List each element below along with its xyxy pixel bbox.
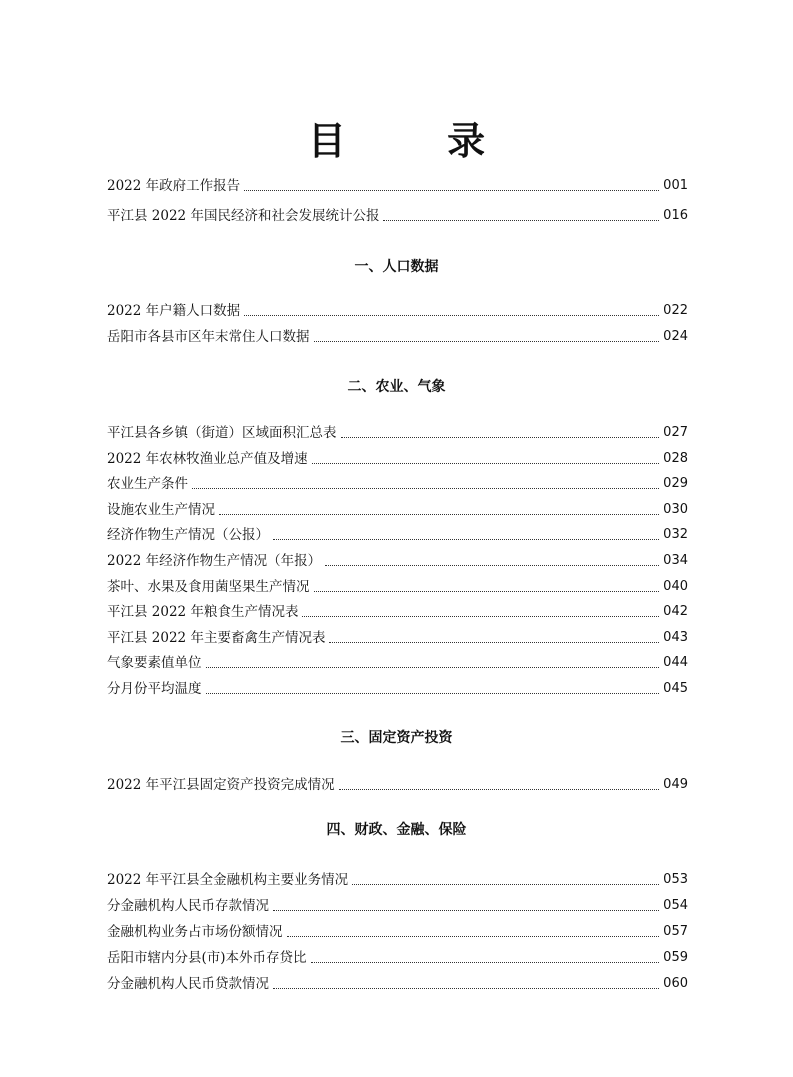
dot-leader (219, 514, 659, 515)
toc-entry[interactable] (107, 499, 688, 521)
toc-entry[interactable] (107, 652, 688, 674)
toc-entry-label: 平江县各乡镇（街道）区域面积汇总表 (107, 425, 337, 441)
section-heading: 一、人口数据 (354, 259, 439, 275)
page-title: 目 录 (307, 119, 530, 163)
toc-entry[interactable] (107, 895, 688, 917)
toc-entry-label: 2022 年平江县全金融机构主要业务情况 (107, 872, 349, 888)
toc-entry[interactable] (107, 448, 688, 470)
section-heading: 二、农业、气象 (347, 379, 446, 395)
toc-entry[interactable] (107, 921, 688, 943)
toc-entry[interactable] (107, 576, 688, 598)
toc-entry[interactable] (107, 774, 688, 796)
toc-entry[interactable] (107, 205, 688, 227)
toc-entry-label: 岳阳市各县市区年末常住人口数据 (107, 329, 310, 345)
toc-entry-label: 茶叶、水果及食用菌坚果生产情况 (107, 579, 310, 595)
toc-entry-label: 设施农业生产情况 (107, 502, 215, 518)
toc-page-number: 024 (663, 329, 688, 344)
toc-entry-label: 平江县 2022 年国民经济和社会发展统计公报 (107, 208, 380, 224)
toc-entry[interactable] (107, 326, 688, 348)
dot-leader (273, 539, 659, 540)
toc-entry[interactable] (107, 300, 688, 322)
toc-entry-label: 气象要素值单位 (107, 655, 202, 671)
dot-leader (287, 936, 660, 937)
toc-page-number: 040 (663, 579, 688, 594)
dot-leader (325, 565, 659, 566)
dot-leader (329, 642, 659, 643)
section-heading: 四、财政、金融、保险 (326, 822, 467, 838)
dot-leader (244, 190, 659, 191)
toc-entry[interactable] (107, 973, 688, 995)
dot-leader (244, 315, 659, 316)
toc-page-number: 016 (663, 208, 688, 223)
toc-entry-label: 2022 年户籍人口数据 (107, 303, 241, 319)
toc-page-number: 027 (663, 425, 688, 440)
toc-page-number: 022 (663, 303, 688, 318)
toc-page-number: 045 (663, 681, 688, 696)
toc-entry[interactable] (107, 524, 688, 546)
toc-entry-label: 分金融机构人民币存款情况 (107, 898, 269, 914)
toc-entry-label: 分月份平均温度 (107, 681, 202, 697)
toc-entry-label: 分金融机构人民币贷款情况 (107, 976, 269, 992)
toc-entry-label: 农业生产条件 (107, 476, 188, 492)
toc-page-number: 043 (663, 630, 688, 645)
dot-leader (206, 693, 660, 694)
toc-page-number: 060 (663, 976, 688, 991)
toc-entry[interactable] (107, 601, 688, 623)
dot-leader (192, 488, 659, 489)
toc-page-number: 054 (663, 898, 688, 913)
dot-leader (339, 789, 660, 790)
dot-leader (302, 616, 659, 617)
toc-entry-label: 平江县 2022 年粮食生产情况表 (107, 604, 299, 620)
toc-page-number: 032 (663, 527, 688, 542)
toc-page-number: 057 (663, 924, 688, 939)
toc-page-number: 029 (663, 476, 688, 491)
toc-entry[interactable] (107, 473, 688, 495)
toc-entry[interactable] (107, 869, 688, 891)
toc-page-number: 030 (663, 502, 688, 517)
dot-leader (273, 988, 659, 989)
toc-entry-label: 金融机构业务占市场份额情况 (107, 924, 283, 940)
dot-leader (383, 220, 659, 221)
toc-page-number: 053 (663, 872, 688, 887)
toc-page-number: 001 (663, 178, 688, 193)
dot-leader (314, 591, 660, 592)
toc-page-number: 034 (663, 553, 688, 568)
toc-entry-label: 岳阳市辖内分县(市)本外币存贷比 (107, 950, 307, 966)
dot-leader (312, 463, 660, 464)
toc-entry[interactable] (107, 550, 688, 572)
toc-entry-label: 经济作物生产情况（公报） (107, 527, 269, 543)
toc-entry-label: 2022 年政府工作报告 (107, 178, 241, 194)
toc-entry[interactable] (107, 947, 688, 969)
toc-entry[interactable] (107, 175, 688, 197)
toc-entry-label: 2022 年平江县固定资产投资完成情况 (107, 777, 335, 793)
toc-page-number: 059 (663, 950, 688, 965)
toc-entry-label: 平江县 2022 年主要畜禽生产情况表 (107, 630, 326, 646)
toc-page-number: 028 (663, 451, 688, 466)
toc-entry[interactable] (107, 678, 688, 700)
dot-leader (314, 341, 660, 342)
toc-entry[interactable] (107, 627, 688, 649)
dot-leader (341, 437, 660, 438)
toc-entry-label: 2022 年经济作物生产情况（年报） (107, 553, 322, 569)
dot-leader (352, 884, 659, 885)
toc-page-number: 049 (663, 777, 688, 792)
toc-page-number: 044 (663, 655, 688, 670)
section-heading: 三、固定资产投资 (340, 730, 453, 746)
dot-leader (206, 667, 660, 668)
toc-page-number: 042 (663, 604, 688, 619)
dot-leader (273, 910, 659, 911)
toc-entry-label: 2022 年农林牧渔业总产值及增速 (107, 451, 308, 467)
dot-leader (311, 962, 660, 963)
toc-entry[interactable] (107, 422, 688, 444)
